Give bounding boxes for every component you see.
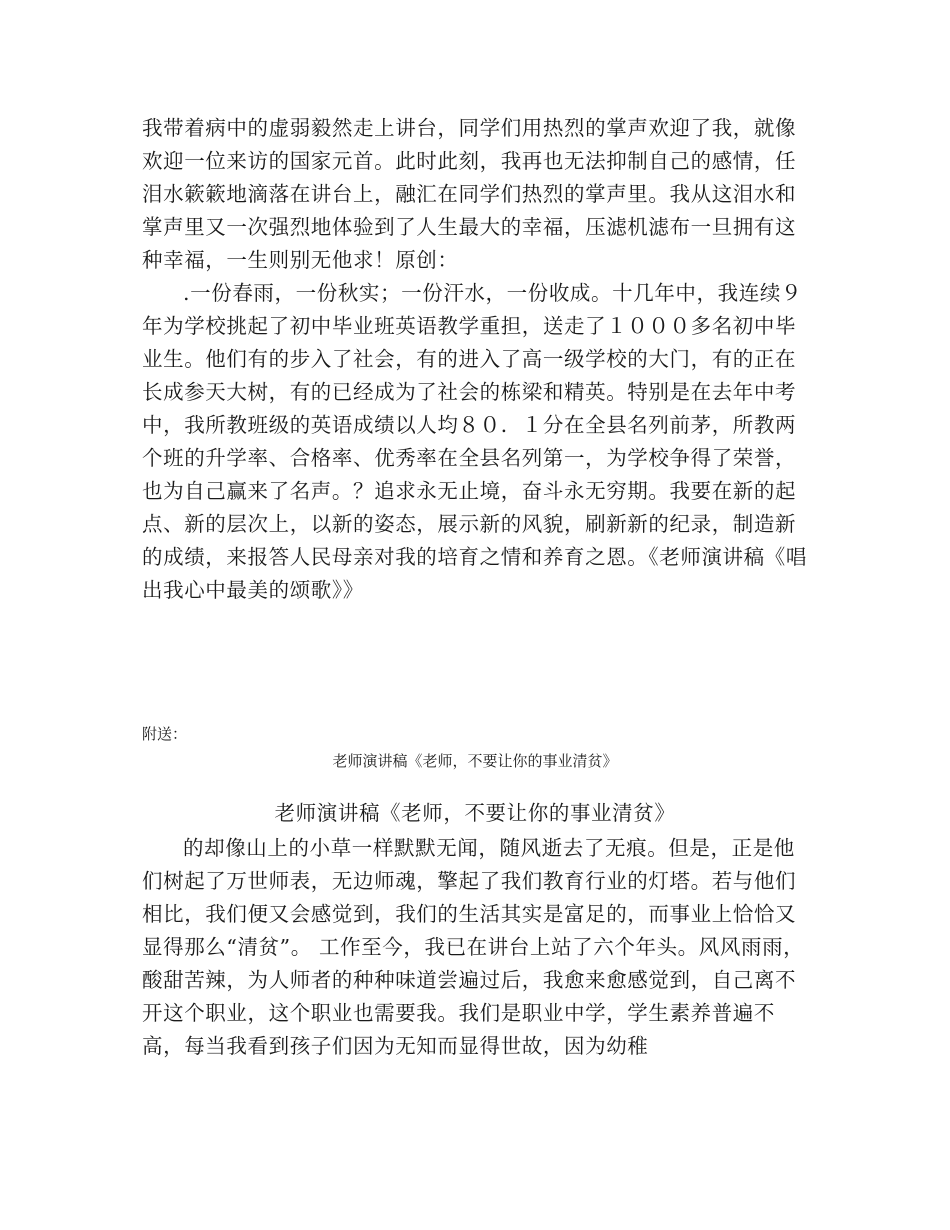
appendix-text-block [142,832,812,1063]
paragraph-achievements: .一份春雨，一份秋实；一份汗水，一份收成。十几年中，我连续９年为学校挑起了初中毕业班英语教学重担，送走了１０００多名初中毕业生。他们有的步入了社会，有的进入了高一级学校的大门，有的正在长成参天大树，有的已经成为了社会的栋梁和精英。特别是在去年中考中，我所教班级的英语成绩以人均８０．１分在全县名列前茅，所教两个班的升学率、合格率、优秀率在全县名列第一，为学校争得了荣誉，也为自己赢来了名声。？追求永无止境，奋斗永无穷期。我要在新的起点、新的层次上，以新的姿态，展示新的风貌，刷新新的纪录，制造新的成绩，来报答人民母亲对我的培育之情和养育之恩。《老师演讲稿《唱出我心中最美的颂歌》》 [142,281,807,602]
main-text-block [142,112,812,607]
appendix-small-title: 老师演讲稿《老师，不要让你的事业清贫》 [332,752,618,770]
appendix-heading: 老师演讲稿《老师，不要让你的事业清贫》 [274,801,676,825]
paragraph-recovery: 我带着病中的虚弱毅然走上讲台，同学们用热烈的掌声欢迎了我，就像欢迎一位来访的国家元首。此时此刻，我再也无法抑制自己的感情，任泪水簌簌地滴落在讲台上，融汇在同学们热烈的掌声里。我从这泪水和掌声里又一次强烈地体验到了人生最大的幸福，压滤机滤布一旦拥有这种幸福，一生则别无他求！原创： [142,116,797,272]
appendix-label: 附送： [142,725,188,743]
appendix-paragraph: 的却像山上的小草一样默默无闻，随风逝去了无痕。但是，正是他们树起了万世师表，无边师魂，擎起了我们教育行业的灯塔。若与他们相比，我们便又会感觉到，我们的生活其实是富足的，而事业上恰恰又显得那么“清贫”。 工作至今，我已在讲台上站了六个年头。风风雨雨，酸甜苦辣，为人师者的种种味道尝遍过后，我愈来愈感觉到，自己离不开这个职业，这个职业也需要我。我们是职业中学，学生素养普遍不高，每当我看到孩子们因为无知而显得世故，因为幼稚 [142,836,805,1058]
